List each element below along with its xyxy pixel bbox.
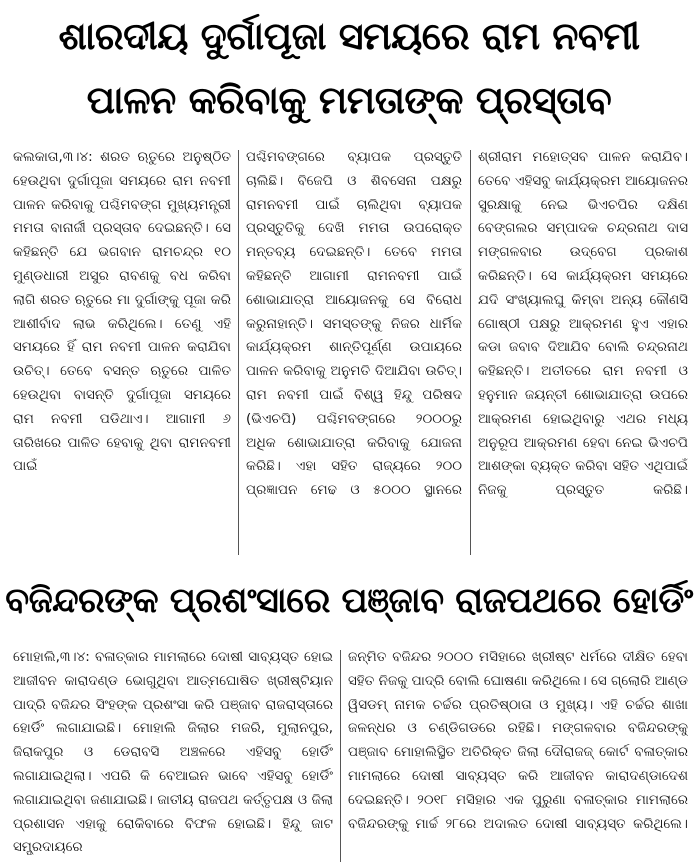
story1-column-2 <box>246 146 462 558</box>
story1-headline-line2: ପାଳନ କରିବାକୁ ମମତାଙ୍କ ପ୍ରସ୍ତାବ <box>86 78 612 122</box>
story2-column-1 <box>13 646 333 864</box>
column-divider <box>470 150 471 555</box>
story2-column-2 <box>348 646 688 864</box>
story1-column-1 <box>13 146 231 558</box>
column-divider <box>340 650 341 862</box>
story2-headline: ବଜିନ୍ଦରଙ୍କ ପ୍ରଶଂସାରେ ପଞ୍ଜାବ ରାଜପଥରେ ହୋର୍ଡିଂ <box>5 581 693 621</box>
column-divider <box>238 150 239 555</box>
story1-column-3-text: ଶ୍ରୀରାମ ମହୋତ୍ସବ ପାଳନ କରାଯିବ। ତେବେ ଏହିସବୁ କାର୍ଯ୍ୟକ୍ରମ ଆୟୋଜନର ସୁରକ୍ଷାକୁ ନେଇ ଭିଏଚପିର ଦକ୍ଷିଣ ବେଙ୍ଗଲର ସମ୍ପାଦକ ଚନ୍ଦ୍ରନାଥ ଦାସ ମଙ୍ଗଳବାର ଉଦ୍‌ବେଗ ପ୍ରକାଶ କରିଛନ୍ତି। ସେ କାର୍ଯ୍ୟକ୍ରମ ସମୟରେ ଯଦି ସଂଖ୍ୟାଲଘୁ କିମ୍ବା ଅନ୍ୟ କୌଣସି ଗୋଷ୍ଠୀ ପକ୍ଷରୁ ଆକ୍ରମଣ ହୁଏ ଏହାର କଡା ଜବାବ ଦିଆଯିବ ବୋଲି ଚନ୍ଦ୍ରନାଥ କହିଛନ୍ତି। ଅତୀତରେ ରାମ ନବମୀ ଓ ହନୁମାନ ଜୟନ୍ତୀ ଶୋଭାଯାତ୍ରା ଉପରେ ଆକ୍ରମଣ ହୋଇଥିବାରୁ ଏଥର ମଧ୍ୟ ଅନୁରୂପ ଆକ୍ରମଣ ହେବା ନେଇ ଭିଏଚପି ଆଶଙ୍କା ବ୍ୟକ୍ତ କରିବା ସହିତ ଏଥିପାଇଁ ନିଜକୁ ପ୍ରସ୍ତୁତ କରିଛି। <box>478 149 688 499</box>
story2-column-2-text: ଜନ୍ମିତ ବଜିନ୍ଦର ୨୦୦୦ ମସିହାରେ ଖ୍ରୀଷ୍ଟ ଧର୍ମରେ ଦୀକ୍ଷିତ ହେବା ସହିତ ନିଜକୁ ପାଦ୍ରି ବୋଲି ଘୋଷଣା କରିଥିଲେ। ସେ ଗ୍ଲୋରି ଆଣ୍ଡ ୱିସଡମ୍ ନାମକ ଚର୍ଚ୍ଚର ପ୍ରତିଷ୍ଠାତା ଓ ମୁଖ୍ୟ। ଏହି ଚର୍ଚ୍ଚର ଶାଖା ଜଳନ୍ଧର ଓ ଚଣ୍ଡିଗଡରେ ରହିଛି। ମଙ୍ଗଳବାର ବଜିନ୍ଦରଙ୍କୁ ପଞ୍ଜାବ ମୋହାଲିସ୍ଥିତ ଅତିରିକ୍ତ ଜିଲା ଦୌରାଜଜ୍ କୋର୍ଟ ବଳାତ୍କାର ମାମଲାରେ ଦୋଷୀ ସାବ୍ୟସ୍ତ କରି ଆଜୀବନ କାରାଦଣ୍ଡାଦେଶ ଦେଇଛନ୍ତି। ୨୦୧୮ ମସିହାର ଏକ ପୁରୁଣା ବଳାତ୍କାର ମାମଲାରେ ବଜିନ୍ଦରଙ୍କୁ ମାର୍ଚ୍ଚ ୨୮ରେ ଅଦାଲତ ଦୋଷୀ ସାବ୍ୟସ୍ତ କରିଥିଲେ। <box>348 649 688 832</box>
story1-column-3 <box>478 146 688 558</box>
story1-column-2-text: ପଶ୍ଚିମବଙ୍ଗରେ ବ୍ୟାପକ ପ୍ରସ୍ତୁତି ଚାଲିଛି। ବିଜେପି ଓ ଶିବସେନା ପକ୍ଷରୁ ରାମନବମୀ ପାଇଁ ଚାଲିଥିବା ବ୍ୟାପକ ପ୍ରସ୍ତୁତିକୁ ଦେଖି ମମତା ଉପରୋକ୍ତ ମନ୍ତବ୍ୟ ଦେଇଛନ୍ତି। ତେବେ ମମତା କହିଛନ୍ତି ଆଗାମୀ ରାମନବମୀ ପାଇଁ ଶୋଭାଯାତ୍ରା ଆୟୋଜନକୁ ସେ ବିରୋଧ କରୁନାହାନ୍ତି। ସମସ୍ତଙ୍କୁ ନିଜର ଧାର୍ମିକ କାର୍ଯ୍ୟକ୍ରମ ଶାନ୍ତିପୂର୍ଣ୍ଣ ଉପାୟରେ ପାଳନ କରିବାକୁ ଅନୁମତି ଦିଆଯିବା ଉଚିତ୍। ରାମ ନବମୀ ପାଇଁ ବିଶ୍ୱ ହିନ୍ଦୁ ପରିଷଦ (ଭିଏଚପି) ପଶ୍ଚିମବଙ୍ଗରେ ୨୦୦୦ରୁ ଅଧିକ ଶୋଭାଯାତ୍ରା କରିବାକୁ ଯୋଜନା କରିଛି। ଏହା ସହିତ ରାଜ୍ୟରେ ୨୦୦ ପ୍ରଜ୍ଞାପନ ମେଢ ଓ ୫୦୦୦ ସ୍ଥାନରେ <box>246 149 462 499</box>
story2-column-1-text: ମୋହାଲି,୩।୪: ବଳାତ୍କାର ମାମଲାରେ ଦୋଷୀ ସାବ୍ୟସ୍ତ ହୋଇ ଆଜୀବନ କାରାଦଣ୍ଡ ଭୋଗୁଥିବା ଆତ୍ମଘୋଷିତ ଖ୍ରୀଷ୍ଟିୟାନ ପାଦ୍ରି ବଜିନ୍ଦର ସିଂହଙ୍କ ପ୍ରଶଂସା କରି ପଞ୍ଜାବ ରାଜରାସ୍ତାରେ ହୋର୍ଡିଂ ଲଗାଯାଇଛି। ମୋହାଲି ଜିଲାର ମଜରି, ମୁଲାନପୁର, ଜିରାକପୁର ଓ ଡେରାବସି ଅଞ୍ଚଳରେ ଏହିସବୁ ହୋର୍ଡିଂ ଲଗାଯାଇଥିଲା। ଏପରି କି ବେଆଇନ ଭାବେ ଏହିସବୁ ହୋର୍ଡିଂ ଲଗାଯାଇଥିବା ଜଣାଯାଇଛି। ଜାତୀୟ ରାଜପଥ କର୍ତ୍ତୃପକ୍ଷ ଓ ଜିଲା ପ୍ରଶାସନ ଏହାକୁ ରୋକିବାରେ ବିଫଳ ହୋଇଛି। ହିନ୍ଦୁ ଜାଟ ସମ୍ପ୍ରଦାୟରେ <box>13 649 333 856</box>
story1-column-1-text: କଲକାତା,୩।୪: ଶରତ ଋତୁରେ ଅନୁଷ୍ଠିତ ହେଉଥିବା ଦୁର୍ଗାପୂଜା ସମୟରେ ରାମ ନବମୀ ପାଳନ କରିବାକୁ ପଶ୍ଚିମବଙ୍ଗ ମୁଖ୍ୟମନ୍ତ୍ରୀ ମମତା ବାନାର୍ଜୀ ପ୍ରସ୍ତାବ ଦେଇଛନ୍ତି। ସେ କହିଛନ୍ତି ଯେ ଭଗବାନ ରାମଚନ୍ଦ୍ର ୧୦ ମୁଣ୍ଡଧାରୀ ଅସୁର ରାବଣକୁ ବଧ କରିବା ଲାଗି ଶରତ ଋତୁରେ ମା ଦୁର୍ଗାଙ୍କୁ ପୂଜା କରି ଆଶୀର୍ବାଦ ଲାଭ କରିଥିଲେ। ତେଣୁ ଏହି ସମୟରେ ହିଁ ରାମ ନବମୀ ପାଳନ କରାଯିବା ଉଚିତ୍। ତେବେ ବସନ୍ତ ଋତୁରେ ପାଳିତ ହେଉଥିବା ବାସନ୍ତି ଦୁର୍ଗାପୂଜା ସମୟରେ ରାମ ନବମୀ ପଡିଥାଏ। ଆଗାମୀ ୬ ତାରିଖରେ ପାଳିତ ହେବାକୁ ଥିବା ରାମନବମୀ ପାଇଁ <box>13 149 231 475</box>
story1-headline-line1: ଶାରଦୀୟ ଦୁର୍ଗାପୂଜା ସମୟରେ ରାମ ନବମୀ <box>58 14 640 58</box>
